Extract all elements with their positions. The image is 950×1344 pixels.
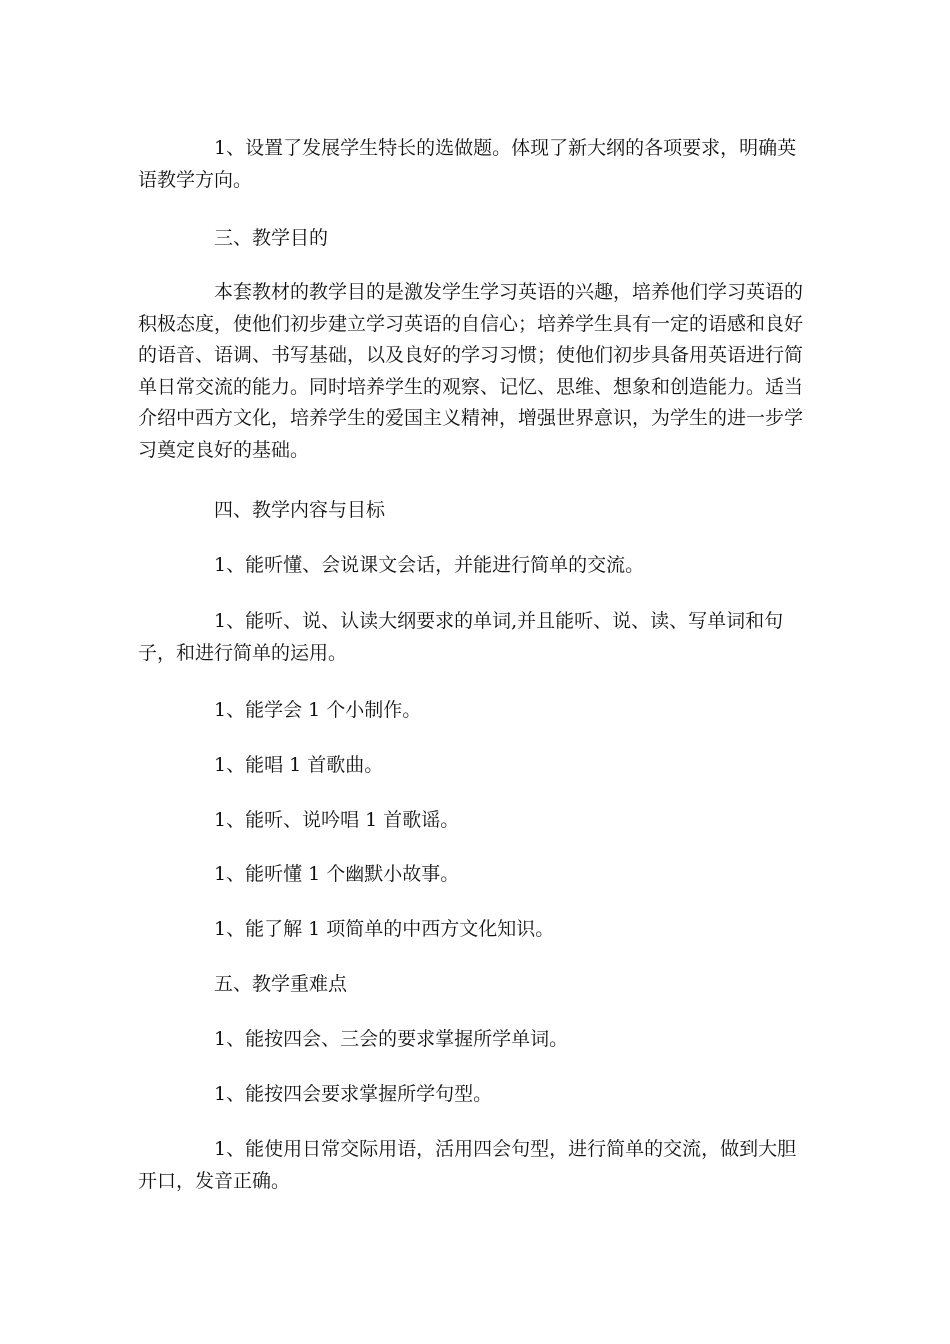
list-item-words: 1、能按四会、三会的要求掌握所学单词。: [214, 1028, 569, 1050]
list-item-story: 1、能听懂 1 个幽默小故事。: [214, 863, 460, 885]
list-item-handicraft: 1、能学会 1 个小制作。: [214, 699, 422, 721]
list-item-sentences: 1、能按四会要求掌握所学句型。: [214, 1083, 493, 1105]
list-item-culture: 1、能了解 1 项简单的中西方文化知识。: [214, 918, 555, 940]
list-item-vocabulary: 1、能听、说、认读大纲要求的单词,并且能听、说、读、写单词和句子，和进行简单的运用。: [138, 610, 784, 664]
list-item-dialogue: 1、能听懂、会说课文会话，并能进行简单的交流。: [214, 554, 645, 576]
paragraph-optional-exercises: 1、设置了发展学生特长的选做题。体现了新大纲的各项要求，明确英语教学方向。: [138, 137, 797, 191]
list-item-chant: 1、能听、说吟唱 1 首歌谣。: [214, 809, 460, 831]
list-item-song: 1、能唱 1 首歌曲。: [214, 754, 384, 776]
heading-teaching-purpose: 三、教学目的: [214, 227, 329, 249]
heading-teaching-content: 四、教学内容与目标: [214, 499, 386, 521]
list-item-communication: 1、能使用日常交际用语，活用四会句型，进行简单的交流，做到大胆开口，发音正确。: [138, 1138, 797, 1192]
heading-key-points: 五、教学重难点: [214, 973, 348, 995]
paragraph-teaching-purpose: 本套教材的教学目的是激发学生学习英语的兴趣，培养他们学习英语的积极态度，使他们初步建立学习英语的自信心；培养学生具有一定的语感和良好的语音、语调、书写基础，以及良好的学习习惯；使他们初步具备用英语进行简单日常交流的能力。同时培养学生的观察、记忆、思维、想象和创造能力。适当介绍中西方文化，培养学生的爱国主义精神，增强世界意识，为学生的进一步学习奠定良好的基础。: [138, 281, 804, 461]
